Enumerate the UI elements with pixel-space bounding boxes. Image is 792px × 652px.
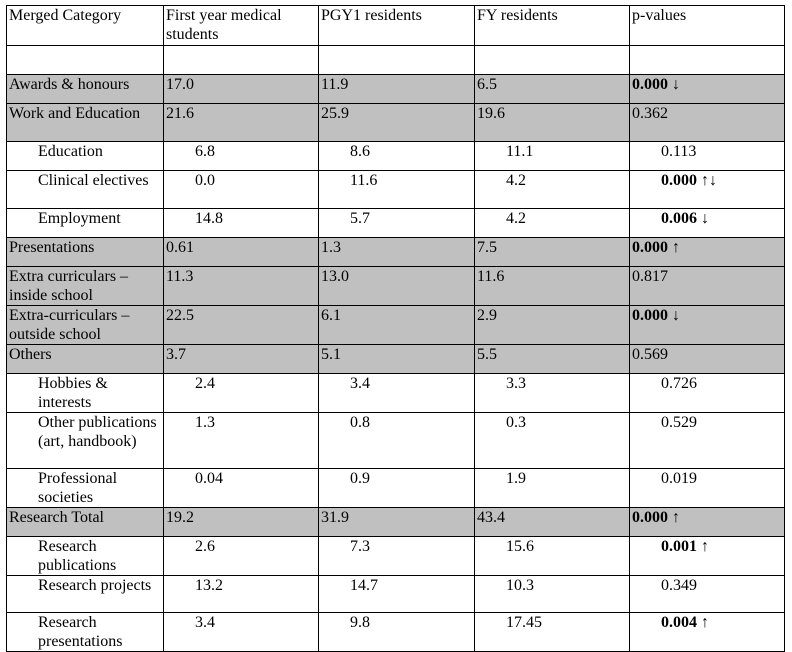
trend-arrow-icon: ↑↓: [701, 172, 717, 189]
first-year-cell: 0.04: [164, 469, 319, 508]
p-value-cell: [630, 142, 785, 171]
fy-cell: 2.9: [475, 306, 630, 345]
pgy1-cell: 1.3: [319, 238, 475, 267]
table-row: [7, 75, 785, 104]
trend-arrow-icon: ↑: [701, 538, 709, 555]
pgy1-cell: 31.9: [319, 508, 475, 537]
pgy1-cell: 8.6: [319, 142, 475, 171]
fy-cell: 17.45: [475, 613, 630, 652]
fy-cell: 43.4: [475, 508, 630, 537]
pgy1-cell: [319, 46, 475, 75]
header-cell-pgy1: PGY1 residents: [319, 6, 475, 46]
p-value-cell: [630, 306, 785, 345]
p-value-text: 0.113: [661, 143, 697, 160]
table-row: [7, 613, 785, 652]
p-value-text: 0.001: [661, 538, 697, 555]
first-year-cell: 2.6: [164, 537, 319, 576]
first-year-cell: 6.8: [164, 142, 319, 171]
fy-cell: 19.6: [475, 104, 630, 142]
category-cell: Research Total: [7, 508, 164, 537]
pgy1-cell: 11.6: [319, 171, 475, 209]
first-year-cell: 0.61: [164, 238, 319, 267]
p-value-text: 0.000: [632, 509, 668, 526]
table-row: [7, 576, 785, 613]
p-value-text: 0.000: [632, 307, 668, 324]
pgy1-cell: 11.9: [319, 75, 475, 104]
category-cell: Work and Education: [7, 104, 164, 142]
pgy1-cell: 9.8: [319, 613, 475, 652]
p-value-text: 0.817: [632, 268, 668, 285]
p-value-cell: [630, 75, 785, 104]
table-row: [7, 267, 785, 306]
p-value-text: 0.006: [661, 210, 697, 227]
first-year-cell: 22.5: [164, 306, 319, 345]
category-cell: Education: [7, 142, 164, 171]
category-cell: Others: [7, 345, 164, 374]
fy-cell: 4.2: [475, 171, 630, 209]
p-value-cell: [630, 469, 785, 508]
pgy1-cell: 13.0: [319, 267, 475, 306]
p-value-text: 0.004: [661, 614, 697, 631]
first-year-cell: 13.2: [164, 576, 319, 613]
category-cell: Research projects: [7, 576, 164, 613]
trend-arrow-icon: ↑: [672, 509, 680, 526]
first-year-cell: 19.2: [164, 508, 319, 537]
pgy1-cell: 25.9: [319, 104, 475, 142]
pgy1-cell: 7.3: [319, 537, 475, 576]
p-value-cell: [630, 508, 785, 537]
category-cell: Extra curriculars – inside school: [7, 267, 164, 306]
p-value-text: 0.529: [661, 414, 697, 431]
p-value-cell: [630, 374, 785, 413]
p-value-cell: [630, 267, 785, 306]
first-year-cell: [164, 46, 319, 75]
category-cell: Professional societies: [7, 469, 164, 508]
results-table: [6, 5, 785, 652]
fy-cell: 3.3: [475, 374, 630, 413]
p-value-cell: [630, 613, 785, 652]
fy-cell: 11.1: [475, 142, 630, 171]
first-year-cell: 11.3: [164, 267, 319, 306]
fy-cell: 5.5: [475, 345, 630, 374]
p-value-cell: [630, 345, 785, 374]
fy-cell: 1.9: [475, 469, 630, 508]
pgy1-cell: 5.7: [319, 209, 475, 238]
fy-cell: 0.3: [475, 413, 630, 469]
blank-row: [7, 46, 785, 75]
table-row: [7, 142, 785, 171]
header-cell-first-year: First year medical students: [164, 6, 319, 46]
category-cell: Employment: [7, 209, 164, 238]
table-row: [7, 537, 785, 576]
table-row: [7, 469, 785, 508]
pgy1-cell: 0.8: [319, 413, 475, 469]
fy-cell: 6.5: [475, 75, 630, 104]
first-year-cell: 3.7: [164, 345, 319, 374]
table-row: [7, 209, 785, 238]
table-row: [7, 238, 785, 267]
first-year-cell: 2.4: [164, 374, 319, 413]
p-value-cell: [630, 238, 785, 267]
category-cell: [7, 46, 164, 75]
first-year-cell: 21.6: [164, 104, 319, 142]
p-value-text: 0.349: [661, 577, 697, 594]
category-cell: Clinical electives: [7, 171, 164, 209]
fy-cell: 4.2: [475, 209, 630, 238]
trend-arrow-icon: ↑: [672, 239, 680, 256]
pgy1-cell: 3.4: [319, 374, 475, 413]
p-value-cell: [630, 209, 785, 238]
pgy1-cell: 6.1: [319, 306, 475, 345]
p-value-cell: [630, 576, 785, 613]
first-year-cell: 17.0: [164, 75, 319, 104]
p-value-cell: [630, 104, 785, 142]
category-cell: Other publications (art, handbook): [7, 413, 164, 469]
p-value-cell: [630, 413, 785, 469]
header-cell-p-values: p-values: [630, 6, 785, 46]
pgy1-cell: 0.9: [319, 469, 475, 508]
table-row: [7, 171, 785, 209]
pgy1-cell: 5.1: [319, 345, 475, 374]
p-value-cell: [630, 537, 785, 576]
fy-cell: 11.6: [475, 267, 630, 306]
category-cell: Presentations: [7, 238, 164, 267]
trend-arrow-icon: ↓: [672, 76, 680, 93]
fy-cell: 10.3: [475, 576, 630, 613]
p-value-text: 0.019: [661, 470, 697, 487]
category-cell: Awards & honours: [7, 75, 164, 104]
fy-cell: [475, 46, 630, 75]
trend-arrow-icon: ↓: [672, 307, 680, 324]
first-year-cell: 3.4: [164, 613, 319, 652]
first-year-cell: 1.3: [164, 413, 319, 469]
table-row: [7, 345, 785, 374]
table-row: [7, 104, 785, 142]
p-value-cell: [630, 46, 785, 75]
first-year-cell: 14.8: [164, 209, 319, 238]
pgy1-cell: 14.7: [319, 576, 475, 613]
p-value-text: 0.362: [632, 105, 668, 122]
category-cell: Extra-curriculars – outside school: [7, 306, 164, 345]
table-row: [7, 413, 785, 469]
header-cell-fy: FY residents: [475, 6, 630, 46]
category-cell: Research presentations: [7, 613, 164, 652]
p-value-text: 0.726: [661, 375, 697, 392]
fy-cell: 15.6: [475, 537, 630, 576]
category-cell: Hobbies & interests: [7, 374, 164, 413]
first-year-cell: 0.0: [164, 171, 319, 209]
p-value-cell: [630, 171, 785, 209]
p-value-text: 0.569: [632, 346, 668, 363]
trend-arrow-icon: ↑: [701, 614, 709, 631]
p-value-text: 0.000: [632, 76, 668, 93]
table-row: [7, 508, 785, 537]
p-value-text: 0.000: [661, 172, 697, 189]
fy-cell: 7.5: [475, 238, 630, 267]
header-cell-category: Merged Category: [7, 6, 164, 46]
p-value-text: 0.000: [632, 239, 668, 256]
header-row: [7, 6, 785, 46]
table-body: [7, 6, 785, 652]
table-row: [7, 374, 785, 413]
table-row: [7, 306, 785, 345]
trend-arrow-icon: ↓: [701, 210, 709, 227]
category-cell: Research publications: [7, 537, 164, 576]
